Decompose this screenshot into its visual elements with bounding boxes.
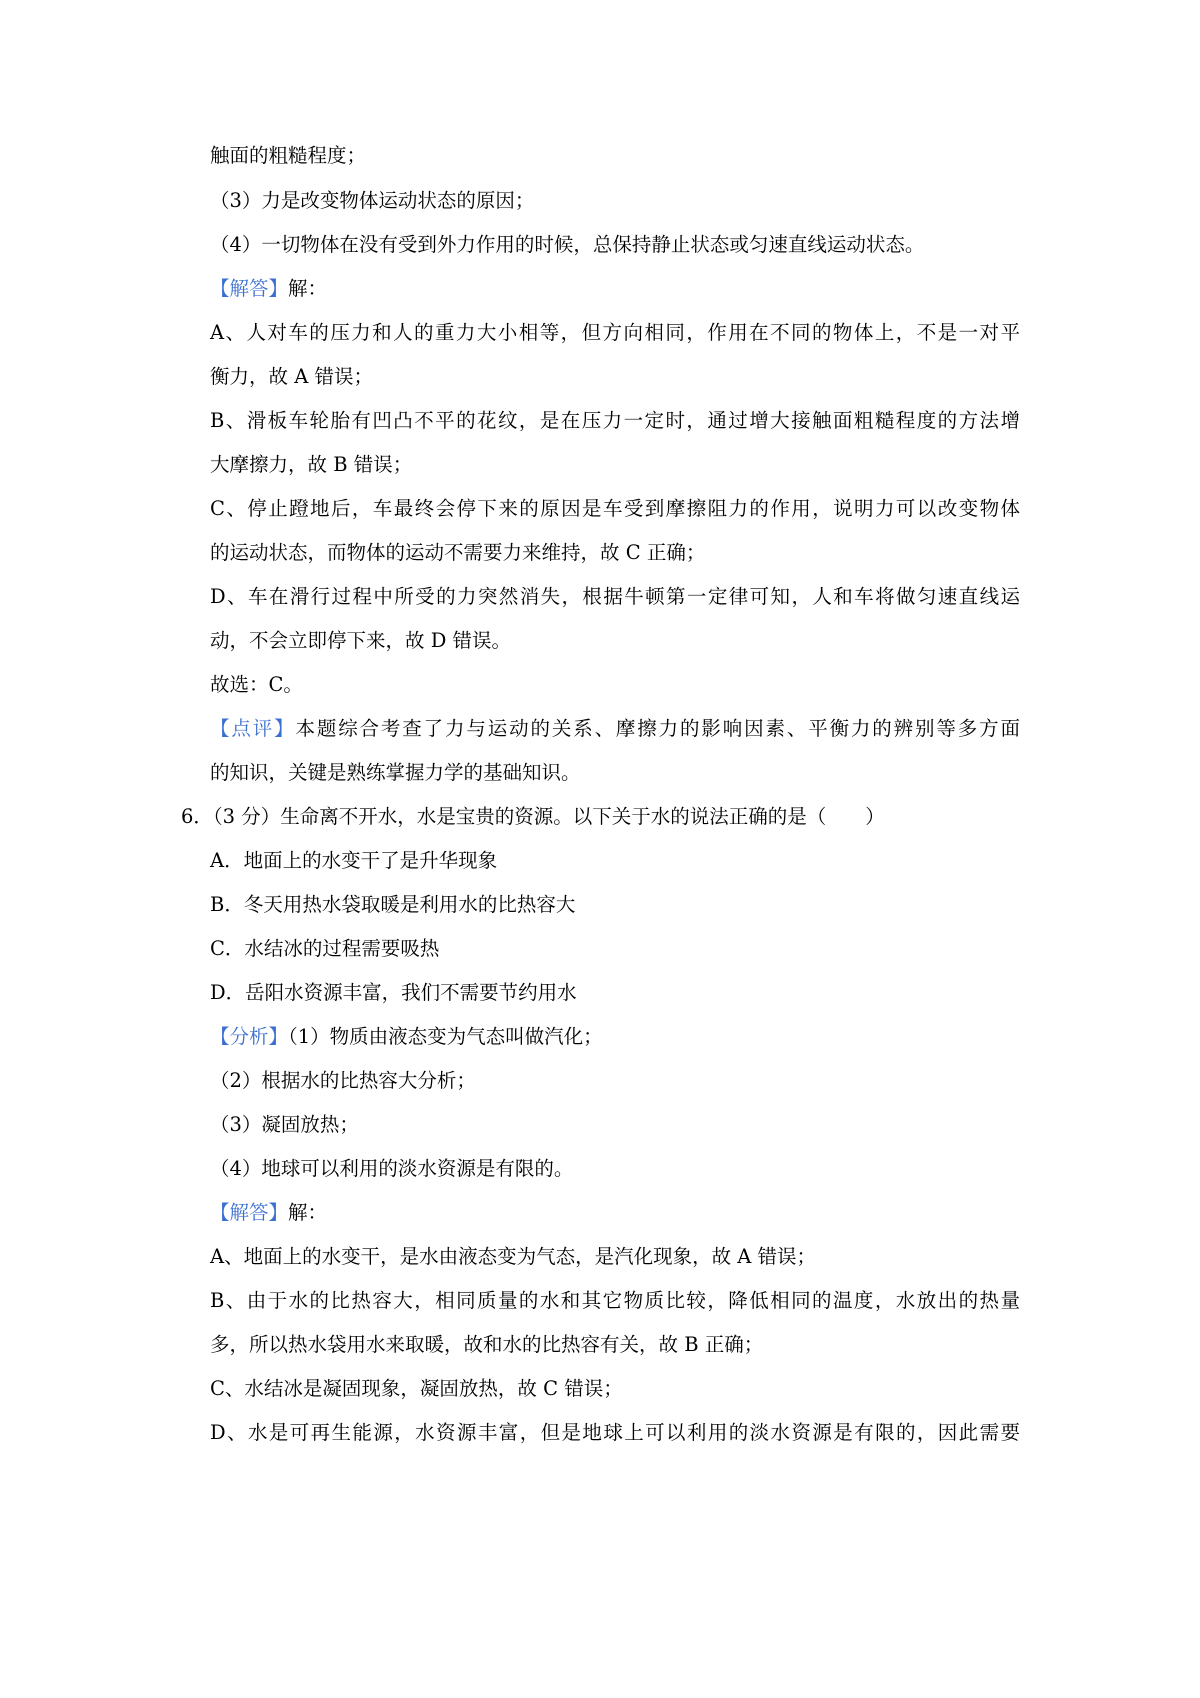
answer-intro: 解：: [288, 277, 328, 300]
answer-line: 多，所以热水袋用水来取暖，故和水的比热容有关，故 B 正确；: [210, 1333, 764, 1356]
comment-line: [210, 715, 1020, 743]
option-b: B．冬天用热水袋取暖是利用水的比热容大: [210, 893, 576, 916]
answer-tag: 【解答】: [210, 1201, 289, 1224]
answer-line: 大摩擦力，故 B 错误；: [210, 453, 413, 476]
answer-line: 动，不会立即停下来，故 D 错误。: [210, 629, 512, 652]
answer-line: D、水是可再生能源，水资源丰富，但是地球上可以利用的淡水资源是有限的，因此需要: [210, 1421, 1020, 1444]
answer-line: 的运动状态，而物体的运动不需要力来维持，故 C 正确；: [210, 541, 706, 564]
answer-line: 故选：C。: [210, 673, 303, 696]
analysis-line: 触面的粗糙程度；: [210, 144, 367, 167]
answer-heading: [210, 1199, 327, 1227]
answer-line: A、人对车的压力和人的重力大小相等，但方向相同，作用在不同的物体上，不是一对平: [210, 321, 1020, 344]
analysis-line: （3）凝固放热；: [210, 1113, 359, 1136]
analysis-tag: 【分析】: [210, 1025, 289, 1048]
answer-line: B、由于水的比热容大，相同质量的水和其它物质比较，降低相同的温度，水放出的热量: [210, 1289, 1020, 1312]
answer-line: C、水结冰是凝固现象，凝固放热，故 C 错误；: [210, 1377, 623, 1400]
answer-heading: [210, 275, 327, 303]
option-a: A．地面上的水变干了是升华现象: [210, 849, 498, 872]
answer-line: A、地面上的水变干，是水由液态变为气态，是汽化现象，故 A 错误；: [210, 1245, 817, 1268]
answer-line: D、车在滑行过程中所受的力突然消失，根据牛顿第一定律可知，人和车将做匀速直线运: [210, 585, 1020, 608]
analysis-line: （3）力是改变物体运动状态的原因；: [210, 189, 535, 212]
analysis-heading: [210, 1023, 603, 1051]
analysis-line: （4）地球可以利用的淡水资源是有限的。: [210, 1157, 574, 1180]
answer-line: B、滑板车轮胎有凹凸不平的花纹，是在压力一定时，通过增大接触面粗糙程度的方法增: [210, 409, 1020, 432]
question-stem: 6．（3 分）生命离不开水，水是宝贵的资源。以下关于水的说法正确的是（ ）: [181, 805, 885, 828]
answer-tag: 【解答】: [210, 277, 289, 300]
analysis-first: （1）物质由液态变为气态叫做汽化；: [288, 1025, 603, 1048]
answer-line: 衡力，故 A 错误；: [210, 365, 373, 388]
option-d: D．岳阳水资源丰富，我们不需要节约用水: [210, 981, 577, 1004]
comment-text: 本题综合考查了力与运动的关系、摩擦力的影响因素、平衡力的辨别等多方面: [295, 717, 1020, 740]
analysis-line: （2）根据水的比热容大分析；: [210, 1069, 476, 1092]
answer-line: C、停止蹬地后，车最终会停下来的原因是车受到摩擦阻力的作用，说明力可以改变物体: [210, 497, 1020, 520]
comment-tag: 【点评】: [210, 717, 296, 740]
comment-line: 的知识，关键是熟练掌握力学的基础知识。: [210, 761, 581, 784]
analysis-line: （4）一切物体在没有受到外力作用的时候，总保持静止状态或匀速直线运动状态。: [210, 233, 925, 256]
option-c: C．水结冰的过程需要吸热: [210, 937, 440, 960]
answer-intro: 解：: [288, 1201, 328, 1224]
